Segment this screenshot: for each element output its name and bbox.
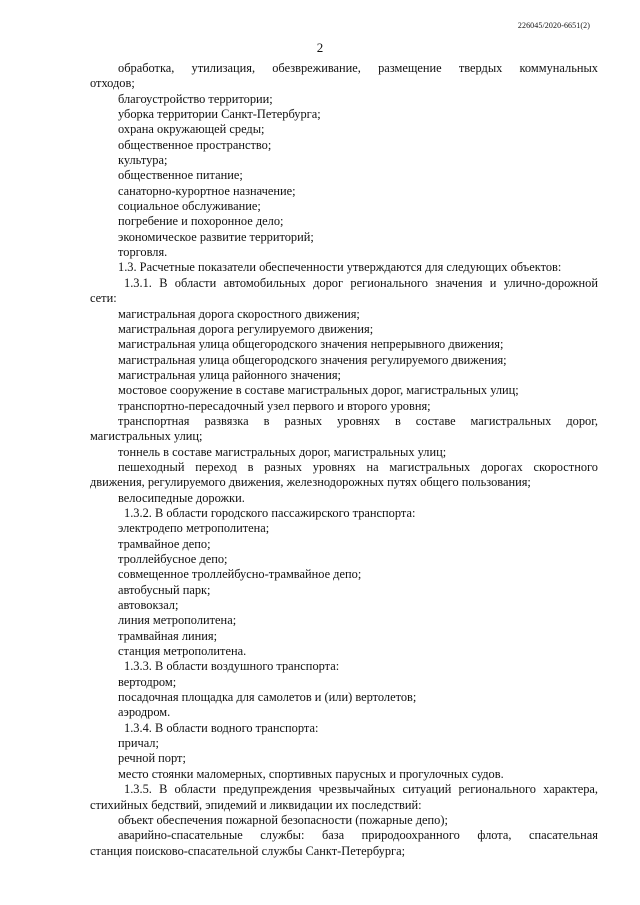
text-line: магистральная улица общегородского значения регулируемого движения; bbox=[118, 352, 507, 367]
text-line: электродепо метрополитена; bbox=[118, 521, 270, 536]
text-line: причал; bbox=[118, 736, 159, 751]
text-line: транспортная развязка в разных уровнях в составе магистральных дорог, bbox=[118, 413, 598, 428]
text-line: посадочная площадка для самолетов и (или) вертолетов; bbox=[118, 690, 417, 705]
text-line: мостовое сооружение в составе магистральных дорог, магистральных улиц; bbox=[118, 383, 519, 398]
text-line: аэродром. bbox=[118, 705, 171, 720]
text-line: движения, регулируемого движения, железнодорожных путях общего пользования; bbox=[90, 475, 531, 490]
text-line: аварийно-спасательные службы: база природоохранного флота, спасательная bbox=[118, 828, 598, 843]
document-id: 226045/2020-6651(2) bbox=[517, 21, 590, 30]
text-line: уборка территории Санкт-Петербурга; bbox=[118, 107, 321, 122]
text-line: транспортно-пересадочный узел первого и второго уровня; bbox=[118, 398, 431, 413]
text-line: благоустройство территории; bbox=[118, 91, 273, 106]
text-line: общественное питание; bbox=[118, 168, 243, 183]
text-line: станция метрополитена. bbox=[118, 644, 247, 659]
document-body bbox=[90, 61, 598, 859]
text-line: магистральная дорога скоростного движения; bbox=[118, 306, 360, 321]
text-line: 1.3.2. В области городского пассажирского транспорта: bbox=[124, 505, 416, 520]
text-line: погребение и похоронное дело; bbox=[118, 214, 284, 229]
text-line: отходов; bbox=[90, 76, 135, 91]
text-line: станция поисково-спасательной службы Санкт-Петербурга; bbox=[90, 843, 406, 858]
text-line: 1.3.5. В области предупреждения чрезвычайных ситуаций регионального характера, bbox=[124, 782, 598, 797]
text-line: пешеходный переход в разных уровнях на магистральных дорогах скоростного bbox=[118, 459, 598, 474]
text-line: совмещенное троллейбусно-трамвайное депо; bbox=[118, 567, 362, 582]
text-line: место стоянки маломерных, спортивных парусных и прогулочных судов. bbox=[118, 766, 504, 781]
text-line: вертодром; bbox=[118, 674, 177, 689]
text-line: речной порт; bbox=[118, 751, 186, 766]
text-line: автовокзал; bbox=[118, 598, 179, 613]
text-line: экономическое развитие территорий; bbox=[118, 229, 314, 244]
text-line: обработка, утилизация, обезвреживание, размещение твердых коммунальных bbox=[118, 61, 598, 75]
text-line: культура; bbox=[118, 153, 168, 168]
text-line: 1.3.1. В области автомобильных дорог регионального значения и улично-дорожной bbox=[124, 275, 598, 290]
text-line: трамвайная линия; bbox=[118, 628, 218, 643]
text-line: тоннель в составе магистральных дорог, магистральных улиц; bbox=[118, 444, 447, 459]
page-number: 2 bbox=[316, 40, 324, 55]
text-line: линия метрополитена; bbox=[118, 613, 237, 628]
text-line: трамвайное депо; bbox=[118, 536, 211, 551]
text-line: сети: bbox=[90, 291, 117, 306]
text-line: велосипедные дорожки. bbox=[118, 490, 245, 505]
text-line: 1.3.3. В области воздушного транспорта: bbox=[124, 659, 340, 674]
text-line: социальное обслуживание; bbox=[118, 199, 261, 214]
text-line: торговля. bbox=[118, 245, 168, 260]
text-line: объект обеспечения пожарной безопасности (пожарные депо); bbox=[118, 812, 448, 827]
text-line: стихийных бедствий, эпидемий и ликвидации их последствий: bbox=[90, 797, 422, 812]
text-line: общественное пространство; bbox=[118, 137, 272, 152]
text-line: магистральная дорога регулируемого движения; bbox=[118, 321, 374, 336]
text-line: санаторно-курортное назначение; bbox=[118, 183, 296, 198]
text-line: троллейбусное депо; bbox=[118, 552, 228, 566]
text-line: 1.3. Расчетные показатели обеспеченности утверждаются для следующих объектов: bbox=[118, 260, 562, 275]
text-line: магистральная улица общегородского значения непрерывного движения; bbox=[118, 337, 504, 352]
text-line: магистральных улиц; bbox=[90, 429, 203, 444]
text-line: 1.3.4. В области водного транспорта: bbox=[124, 720, 319, 735]
text-line: автобусный парк; bbox=[118, 582, 211, 597]
text-line: магистральная улица районного значения; bbox=[118, 367, 342, 382]
text-line: охрана окружающей среды; bbox=[118, 122, 265, 137]
